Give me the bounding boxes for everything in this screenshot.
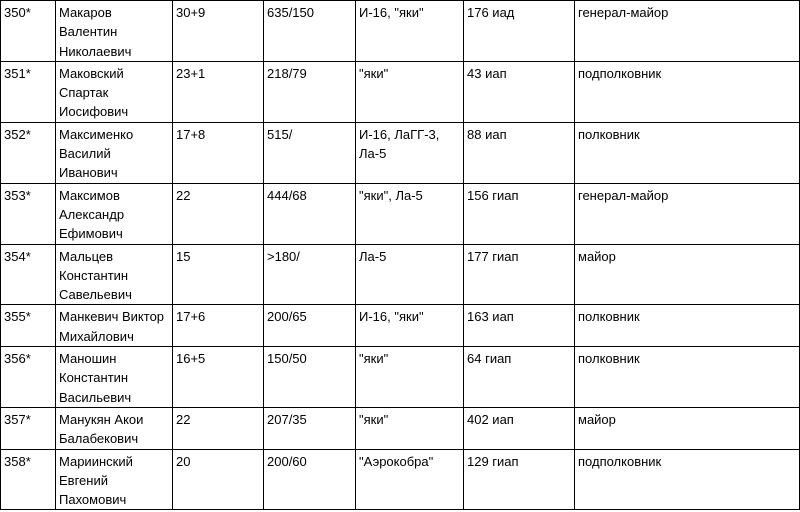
unit: 163 иап bbox=[464, 305, 575, 347]
victories: 22 bbox=[173, 183, 264, 244]
pilot-name: Мариинский Евгений Пахомович bbox=[56, 449, 173, 510]
aircraft: "яки" bbox=[356, 347, 464, 408]
unit: 156 гиап bbox=[464, 183, 575, 244]
aircraft: "яки" bbox=[356, 61, 464, 122]
rank: полковник bbox=[575, 305, 800, 347]
aircraft: "яки", Ла-5 bbox=[356, 183, 464, 244]
unit: 88 иап bbox=[464, 122, 575, 183]
row-number: 351* bbox=[1, 61, 56, 122]
victories: 22 bbox=[173, 407, 264, 449]
table-row bbox=[1, 244, 800, 305]
row-number: 358* bbox=[1, 449, 56, 510]
victories: 16+5 bbox=[173, 347, 264, 408]
row-number: 357* bbox=[1, 407, 56, 449]
table-row bbox=[1, 347, 800, 408]
rank: майор bbox=[575, 244, 800, 305]
aircraft: "яки" bbox=[356, 407, 464, 449]
table-row bbox=[1, 407, 800, 449]
rank: подполковник bbox=[575, 61, 800, 122]
unit: 64 гиап bbox=[464, 347, 575, 408]
table-row bbox=[1, 449, 800, 510]
aircraft: "Аэрокобра" bbox=[356, 449, 464, 510]
rank: генерал-майор bbox=[575, 1, 800, 62]
rank: подполковник bbox=[575, 449, 800, 510]
pilot-name: Манукян Акои Балабекович bbox=[56, 407, 173, 449]
sorties-battles: 515/ bbox=[264, 122, 356, 183]
rank: полковник bbox=[575, 347, 800, 408]
victories: 20 bbox=[173, 449, 264, 510]
victories: 15 bbox=[173, 244, 264, 305]
row-number: 353* bbox=[1, 183, 56, 244]
table-row bbox=[1, 305, 800, 347]
pilot-name: Маковский Спартак Иосифович bbox=[56, 61, 173, 122]
table-row bbox=[1, 183, 800, 244]
row-number: 352* bbox=[1, 122, 56, 183]
aircraft: И-16, "яки" bbox=[356, 1, 464, 62]
table-row bbox=[1, 1, 800, 62]
victories: 17+8 bbox=[173, 122, 264, 183]
sorties-battles: 150/50 bbox=[264, 347, 356, 408]
row-number: 355* bbox=[1, 305, 56, 347]
sorties-battles: 444/68 bbox=[264, 183, 356, 244]
aircraft: Ла-5 bbox=[356, 244, 464, 305]
sorties-battles: 200/65 bbox=[264, 305, 356, 347]
pilot-name: Максименко Василий Иванович bbox=[56, 122, 173, 183]
row-number: 356* bbox=[1, 347, 56, 408]
pilot-name: Максимов Александр Ефимович bbox=[56, 183, 173, 244]
sorties-battles: >180/ bbox=[264, 244, 356, 305]
sorties-battles: 207/35 bbox=[264, 407, 356, 449]
unit: 43 иап bbox=[464, 61, 575, 122]
sorties-battles: 635/150 bbox=[264, 1, 356, 62]
pilot-name: Маношин Константин Васильевич bbox=[56, 347, 173, 408]
table-row bbox=[1, 61, 800, 122]
sorties-battles: 218/79 bbox=[264, 61, 356, 122]
aircraft: И-16, "яки" bbox=[356, 305, 464, 347]
pilot-name: Мальцев Константин Савельевич bbox=[56, 244, 173, 305]
aircraft: И-16, ЛаГГ-3, Ла-5 bbox=[356, 122, 464, 183]
pilot-name: Манкевич Виктор Михайлович bbox=[56, 305, 173, 347]
victories: 23+1 bbox=[173, 61, 264, 122]
rank: майор bbox=[575, 407, 800, 449]
table-row bbox=[1, 122, 800, 183]
victories: 30+9 bbox=[173, 1, 264, 62]
unit: 176 иад bbox=[464, 1, 575, 62]
unit: 129 гиап bbox=[464, 449, 575, 510]
row-number: 350* bbox=[1, 1, 56, 62]
unit: 402 иап bbox=[464, 407, 575, 449]
rank: генерал-майор bbox=[575, 183, 800, 244]
unit: 177 гиап bbox=[464, 244, 575, 305]
sorties-battles: 200/60 bbox=[264, 449, 356, 510]
pilot-name: Макаров Валентин Николаевич bbox=[56, 1, 173, 62]
rank: полковник bbox=[575, 122, 800, 183]
victories: 17+6 bbox=[173, 305, 264, 347]
row-number: 354* bbox=[1, 244, 56, 305]
